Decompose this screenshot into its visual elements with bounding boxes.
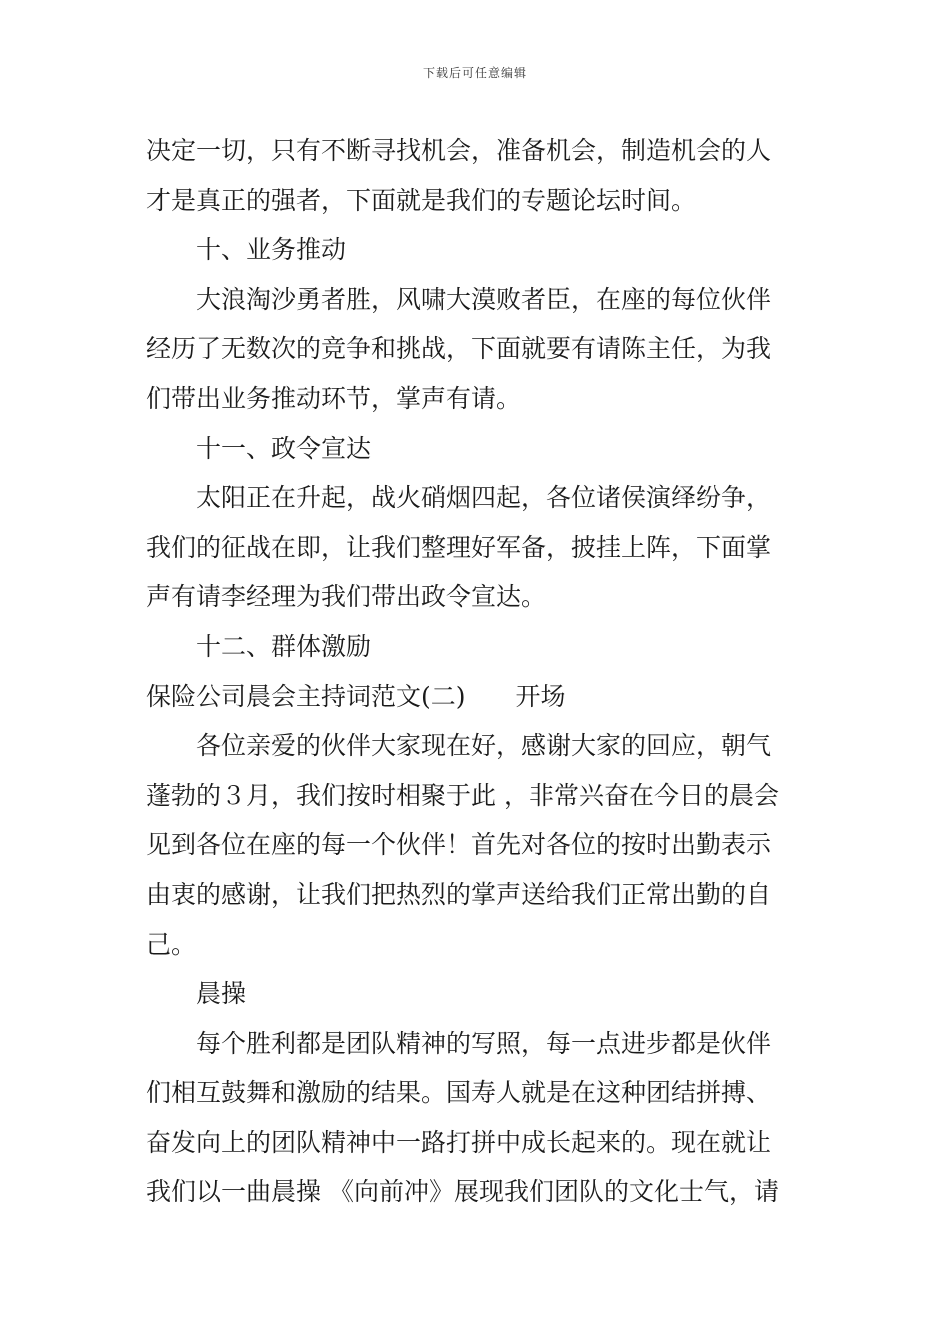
text-line: 我们以一曲晨操 《向前冲》展现我们团队的文化士气，请 [146, 1177, 779, 1207]
section-heading: 晨操 [196, 979, 247, 1009]
text-line: 们相互鼓舞和激励的结果。国寿人就是在这种团结拼搏、 [146, 1078, 772, 1108]
section-heading: 十、业务推动 [196, 235, 347, 265]
text-line: 见到各位在座的每一个伙伴！首先对各位的按时出勤表示 [146, 830, 772, 860]
text-line: 我们的征战在即，让我们整理好军备，披挂上阵，下面掌 [146, 532, 772, 562]
section-heading: 十二、群体激励 [196, 631, 372, 661]
text-line: 声有请李经理为我们带出政令宣达。 [146, 582, 547, 612]
section-heading: 十一、政令宣达 [196, 433, 372, 463]
text-line: 由衷的感谢，让我们把热烈的掌声送给我们正常出勤的自 [146, 879, 772, 909]
text-line: 太阳正在升起，战火硝烟四起，各位诸侯演绎纷争， [196, 483, 772, 513]
page-header: 下载后可任意编辑 [422, 66, 527, 80]
text-line: 己。 [146, 929, 197, 959]
document-subtitle: 保险公司晨会主持词范文(二) 开场 [146, 681, 566, 711]
document-body [146, 126, 808, 1217]
text-line: 蓬勃的３月，我们按时相聚于此 ，非常兴奋在今日的晨会 [146, 780, 779, 810]
text-line: 大浪淘沙勇者胜，风啸大漠败者臣，在座的每位伙伴 [196, 284, 772, 314]
text-line: 奋发向上的团队精神中一路打拼中成长起来的。现在就让 [146, 1127, 772, 1157]
text-line: 们带出业务推动环节，掌声有请。 [146, 383, 522, 413]
text-line: 才是真正的强者，下面就是我们的专题论坛时间。 [146, 185, 697, 215]
text-line: 决定一切，只有不断寻找机会，准备机会，制造机会的人 [146, 136, 772, 165]
text-line: 经历了无数次的竞争和挑战，下面就要有请陈主任，为我 [146, 334, 772, 364]
text-line: 每个胜利都是团队精神的写照，每一点进步都是伙伴 [196, 1028, 772, 1058]
text-line: 各位亲爱的伙伴大家现在好，感谢大家的回应，朝气 [196, 731, 772, 761]
